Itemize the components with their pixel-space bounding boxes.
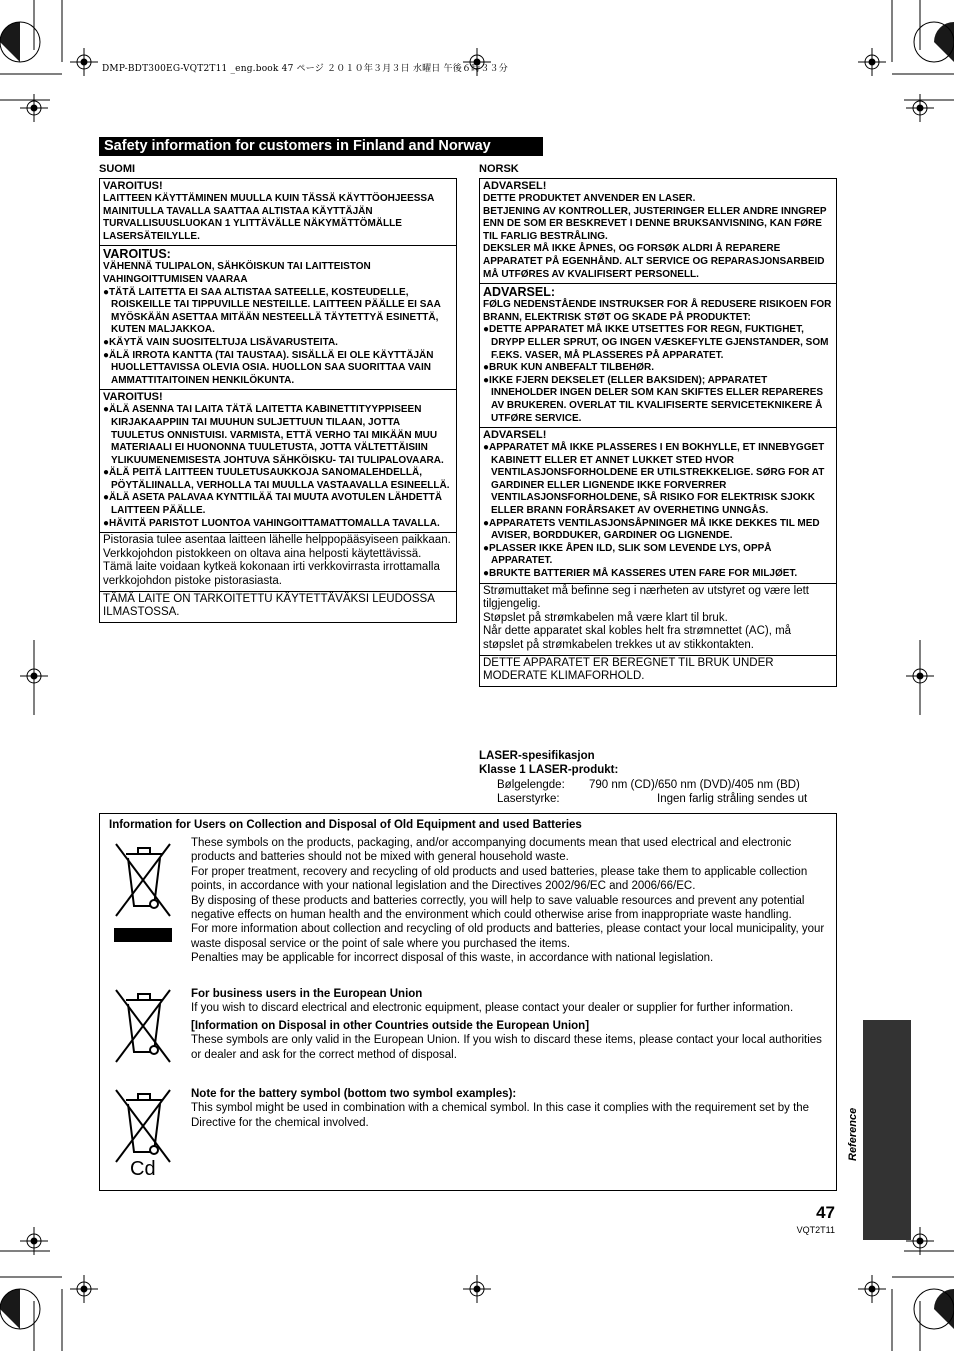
suomi-climate-note bbox=[100, 592, 456, 622]
paragraph: For proper treatment, recovery and recycling of old products and used batteries, please take them to applicable collection points, in accordance with your national legislation and the Directives 2002/96/EC and 2006/66/EC. bbox=[191, 865, 808, 893]
paragraph: For more information about collection and recycling of old products and batteries, please contact your local municipality, your waste disposal service or the point of sale where you purchased the items. bbox=[191, 923, 825, 950]
warning-text: DETTE PRODUKTET ANVENDER EN LASER. bbox=[483, 193, 696, 204]
warning-title: ADVARSEL: bbox=[483, 285, 555, 300]
reference-label: Reference bbox=[847, 1107, 859, 1161]
wavelength-label: Bølgelengde: bbox=[497, 778, 565, 791]
crossed-bin-icon bbox=[112, 840, 174, 944]
suomi-warning-3 bbox=[100, 390, 456, 533]
norsk-box bbox=[479, 178, 837, 687]
paragraph: These symbols are only valid in the European Union. If you wish to discard these items, please contact your local authorities or dealer and ask for the correct method of disposal. bbox=[191, 1034, 822, 1061]
paragraph: DETTE APPARATET ER BEREGNET TIL BRUK UNDER MODERATE KLIMAFORHOLD. bbox=[483, 656, 774, 683]
warning-title: VAROITUS: bbox=[103, 247, 171, 262]
disposal-general-text bbox=[191, 836, 831, 966]
page-title: Safety information for customers in Finland and Norway bbox=[99, 137, 543, 156]
warning-title: VAROITUS! bbox=[103, 180, 163, 192]
page-number: 47 bbox=[816, 1203, 835, 1222]
bullet-item: ●ÄLÄ PEITÄ LAITTEEN TUULETUSAUKKOJA SANOMALEHDELLÄ, PÖYTÄLIINALLA, VERHOLLA TAI MUULLA VASTAAVALLA ESINEELLÄ. bbox=[103, 467, 450, 491]
warning-title: ADVARSEL! bbox=[483, 180, 547, 192]
warning-title: VAROITUS! bbox=[103, 391, 163, 404]
bullet-item: ●ÄLÄ ASENNA TAI LAITA TÄTÄ LAITETTA KABINETTITYYPPISEEN KIRJAKAAPPIIN TAI MUUHUN SULJETTUUN TILAAN, JOTTA TUULETUS ONNISTUISI. VARMISTA, ETTÄ VERHO TAI MIKÄÄN MUU MATERIAALI EI HUONONNA TUULETUSTA, JOTTA VÄLTETTÄISIIN YLIKUUMENEMISESTA JOHTUVA SÄHKÖISKU- TAI TULIPALOVAARA. bbox=[103, 404, 444, 466]
wavelength-row bbox=[479, 778, 837, 792]
suomi-warning-1 bbox=[100, 179, 456, 246]
file-info-header: DMP-BDT300EG-VQT2T11 _eng.book 47 ページ ２０１０年３月３日 水曜日 午後６時３３分 bbox=[102, 64, 508, 74]
paragraph: By disposing of these products and batteries correctly, you will help to save valuable resources and prevent any potential negative effects on human health and the environment which could otherwise arise from inappropriate waste handling. bbox=[191, 894, 805, 922]
outside-eu-title: [Information on Disposal in other Countries outside the European Union] bbox=[191, 1019, 590, 1032]
warning-text: VÄHENNÄ TULIPALON, SÄHKÖISKUN TAI LAITTEISTON VAHINGOITTUMISEN VAARAA bbox=[103, 261, 371, 285]
warning-text: FØLG NEDENSTÅENDE INSTRUKSER FOR Å REDUSERE RISIKOEN FOR BRANN, ELEKTRISK STØT OG SKADE PÅ PRODUKTET: bbox=[483, 299, 832, 323]
paragraph: If you wish to discard electrical and electronic equipment, please contact your dealer or supplier for further information. bbox=[191, 1002, 794, 1015]
bullet-item: ●PLASSER IKKE ÅPEN ILD, SLIK SOM LEVENDE LYS, OPPÅ APPARATET. bbox=[483, 542, 772, 567]
bullet-item: ●BRUK KUN ANBEFALT TILBEHØR. bbox=[483, 362, 655, 374]
bullet-item: ●APPARATETS VENTILASJONSÅPNINGER MÅ IKKE DEKKES TIL MED AVISER, BORDDUKER, GARDINER OG LIGNENDE. bbox=[483, 517, 820, 542]
registration-mark-icon bbox=[70, 48, 98, 76]
paragraph: This symbol might be used in combination with a chemical symbol. In this case it complies with the requirement set by the Directive for the chemical involved. bbox=[191, 1102, 810, 1129]
laser-spec bbox=[479, 749, 837, 806]
bullet-item: ●APPARATET MÅ IKKE PLASSERES I EN BOKHYLLE, ET INNEBYGGET KABINETT ELLER ET ANNET LUKKET STED HVOR VENTILASJONSFORHOLDENE ER UTILSTREKKELIGE. SØRG FOR AT GARDINER ELLER LIGNENDE IKKE FORVERRER VENTILASJONSFORHOLDENE, SÅ RISIKO FOR ELEKTRISK SJOKK ELLER BRANN FORÅRSAKET AV OVERHETING UNNGÅS. bbox=[483, 442, 825, 517]
crossed-bin-icon bbox=[112, 986, 174, 1064]
suomi-warning-2 bbox=[100, 246, 456, 390]
norsk-climate-note bbox=[480, 656, 836, 686]
document-code: VQT2T11 bbox=[796, 1225, 835, 1235]
registration-mark-icon bbox=[906, 94, 934, 122]
paragraph: Når dette apparatet skal kobles helt fra strømnettet (AC), må støpslet på strømkabelen trekkes ut av stikkontakten. bbox=[483, 625, 792, 651]
norsk-warning-2 bbox=[480, 284, 836, 428]
warning-title: ADVARSEL! bbox=[483, 429, 547, 442]
norsk-heading: NORSK bbox=[479, 163, 519, 175]
chemical-symbol: Cd bbox=[130, 1158, 156, 1180]
warning-text: DEKSLER MÅ IKKE ÅPNES, OG FORSØK ALDRI Å REPARERE APPARATET PÅ EGENHÅND. ALT SERVICE OG REPARASJONSARBEID MÅ UTFØRES AV KVALIFISERT PERSONELL. bbox=[483, 243, 825, 280]
reference-side-tab bbox=[863, 1020, 911, 1240]
disposal-info-box bbox=[99, 813, 837, 1191]
suomi-plug-note bbox=[100, 533, 456, 591]
bullet-item: ●BRUKTE BATTERIER MÅ KASSERES UTEN FARE FOR MILJØET. bbox=[483, 568, 798, 580]
laser-spec-title: LASER-spesifikasjon bbox=[479, 750, 595, 762]
paragraph: Støpslet på strømkabelen må være klart til bruk. bbox=[483, 611, 728, 624]
power-value: Ingen farlig stråling sendes ut bbox=[657, 792, 808, 805]
business-title: For business users in the European Union bbox=[191, 988, 423, 1000]
registration-mark-icon bbox=[70, 1275, 98, 1303]
laser-class: Klasse 1 LASER-produkt: bbox=[479, 764, 619, 777]
bullet-item: ●IKKE FJERN DEKSELET (ELLER BAKSIDEN); APPARATET INNEHOLDER INGEN DELER SOM KAN SKIFTES ELLER REPARERES AV BRUKEREN. OVERLAT TIL KVALIFISERTE SERVICETEKNIKERE Å UTFØRE SERVICE. bbox=[483, 374, 824, 424]
registration-mark-icon bbox=[858, 1275, 886, 1303]
reference-label-wrap bbox=[843, 1095, 867, 1165]
bullet-item: ●DETTE APPARATET MÅ IKKE UTSETTES FOR REGN, FUKTIGHET, DRYPP ELLER SPRUT, OG INGEN VÆSKEFYLTE GJENSTANDER, SOM F.EKS. VASER, MÅ PLASSERES PÅ APPARATET. bbox=[483, 324, 829, 361]
paragraph: Penalties may be applicable for incorrect disposal of this waste, in accordance with national legislation. bbox=[191, 952, 714, 965]
bullet-item: ●ÄLÄ ASETA PALAVAA KYNTTILÄÄ TAI MUUTA AVOTULEN LÄHDETTÄ LAITTEEN PÄÄLLE. bbox=[103, 492, 442, 517]
battery-title: Note for the battery symbol (bottom two symbol examples): bbox=[191, 1088, 517, 1100]
paragraph: Verkkojohdon pistokkeen on oltava aina helposti käytettävissä. bbox=[103, 547, 422, 560]
paragraph: Pistorasia tulee asentaa laitteen lähelle helppopääsyiseen paikkaan. bbox=[103, 534, 451, 547]
norsk-plug-note bbox=[480, 584, 836, 656]
bullet-item: ●ÄLÄ IRROTA KANTTA (TAI TAUSTAA). SISÄLLÄ EI OLE KÄYTTÄJÄN HUOLLETTAVISSA OLEVIA OSIA. HUOLLON SAA SUORITTAA VAIN AMMATTITAITOINEN HENKILÖKUNTA. bbox=[103, 349, 434, 386]
bullet-item: ●KÄYTÄ VAIN SUOSITELTUJA LISÄVARUSTEITA. bbox=[103, 336, 338, 348]
norsk-warning-3 bbox=[480, 428, 836, 584]
battery-note-section bbox=[191, 1087, 831, 1130]
warning-text: BETJENING AV KONTROLLER, JUSTERINGER ELLER ANDRE INNGREP ENN DE SOM ER BESKREVET I DENNE BRUKSANVISNING, KAN FØRE TIL FARLIG BESTRÅLING. bbox=[483, 205, 827, 242]
business-users-section bbox=[191, 987, 831, 1062]
suomi-heading: SUOMI bbox=[99, 163, 136, 175]
power-row bbox=[479, 792, 837, 806]
registration-mark-icon bbox=[20, 662, 48, 690]
bullet-item: ●HÄVITÄ PARISTOT LUONTOA VAHINGOITTAMATTOMALLA TAVALLA. bbox=[103, 517, 440, 529]
registration-mark-icon bbox=[858, 48, 886, 76]
paragraph: Tämä laite voidaan kytkeä kokonaan irti verkkovirrasta irrottamalla verkkojohdon pistoke pistorasiasta. bbox=[103, 561, 440, 588]
bullet-item: ●TÄTÄ LAITETTA EI SAA ALTISTAA SATEELLE, KOSTEUDELLE, ROISKEILLE TAI TIPPUVILLE NESTEILLE. LAITTEEN PÄÄLLE EI SAA MYÖSKÄÄN ASETTAA MITÄÄN NESTEELLÄ TÄYTETTYÄ ESINETTÄ, KUTEN MALJAKKOA. bbox=[103, 286, 441, 336]
disposal-title: Information for Users on Collection and Disposal of Old Equipment and used Batteries bbox=[109, 819, 582, 831]
registration-mark-icon bbox=[906, 662, 934, 690]
paragraph: These symbols on the products, packaging, and/or accompanying documents mean that used electrical and electronic products and batteries should not be mixed with general household waste. bbox=[191, 837, 792, 864]
registration-mark-icon bbox=[463, 1275, 491, 1303]
paragraph: TÄMÄ LAITE ON TARKOITETTU KÄYTETTÄVÄKSI LEUDOSSA ILMASTOSSA. bbox=[103, 592, 435, 619]
power-label: Laserstyrke: bbox=[497, 792, 560, 805]
paragraph: Strømuttaket må befinne seg i nærheten av utstyret og være lett tilgjengelig. bbox=[483, 584, 809, 611]
norsk-warning-1 bbox=[480, 179, 836, 284]
warning-text: LAITTEEN KÄYTTÄMINEN MUULLA KUIN TÄSSÄ KÄYTTÖOHJEESSA MAINITULLA TAVALLA SAATTAA ALTISTAA KÄYTTÄJÄN TURVALLISUUSLUOKAN 1 YLITTÄVÄLLE NÄKYMÄTTÖMÄLLE LASERSÄTEILYLLE. bbox=[103, 193, 434, 242]
suomi-box bbox=[99, 178, 457, 623]
registration-mark-icon bbox=[20, 94, 48, 122]
wavelength-value: 790 nm (CD)/650 nm (DVD)/405 nm (BD) bbox=[589, 778, 800, 791]
